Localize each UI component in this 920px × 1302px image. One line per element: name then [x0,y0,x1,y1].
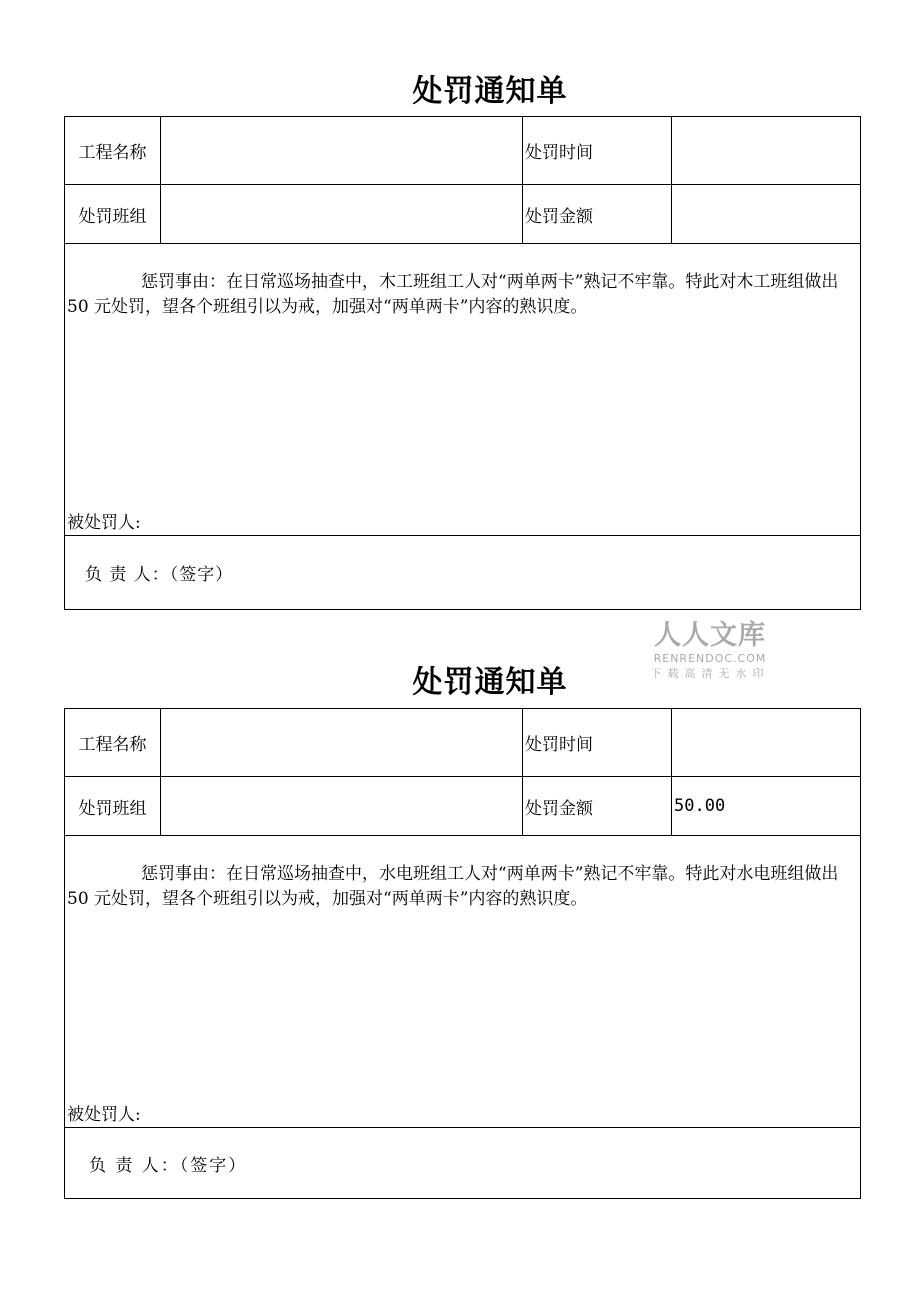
form2-amount-value[interactable]: 50.00 [672,777,861,836]
form1-reason-cell [65,244,861,536]
form2-reason-cell [65,836,861,1128]
form2-amount-label: 处罚金额 [523,777,672,836]
form2-responsible-signature: 负 责 人：（签字） [65,1128,861,1199]
form2-project-name-label: 工程名称 [65,709,161,777]
watermark-slogan: 下载高清无水印 [650,667,770,680]
form1-title: 处罚通知单 [412,74,568,109]
form1-project-name-label: 工程名称 [65,117,161,185]
form2-team-label: 处罚班组 [65,777,161,836]
watermark-domain: RENRENDOC.COM [653,652,767,665]
watermark-logo-text: 人人文库 [654,620,766,651]
form2-time-value[interactable] [672,709,861,777]
form1-time-label: 处罚时间 [523,117,672,185]
form2-reason-text: 惩罚事由：在日常巡场抽查中，水电班组工人对“两单两卡”熟记不牢靠。特此对水电班组做出 50 元处罚，望各个班组引以为戒，加强对“两单两卡”内容的熟识度。 [67,864,839,909]
form1-project-name-value[interactable] [161,117,523,185]
form1-punished-label: 被处罚人: [67,513,141,533]
form1-amount-label: 处罚金额 [523,185,672,244]
form1-amount-value[interactable] [672,185,861,244]
form1-responsible-signature: 负 责 人：（签字） [65,536,861,610]
form1-team-value[interactable] [161,185,523,244]
form2-punished-label: 被处罚人: [67,1105,141,1125]
form2-project-name-value[interactable] [161,709,523,777]
form1-table [64,116,861,610]
form1-time-value[interactable] [672,117,861,185]
form1-team-label: 处罚班组 [65,185,161,244]
form2-team-value[interactable] [161,777,523,836]
form1-reason-text: 惩罚事由：在日常巡场抽查中，木工班组工人对“两单两卡”熟记不牢靠。特此对木工班组做出 50 元处罚，望各个班组引以为戒，加强对“两单两卡”内容的熟识度。 [67,272,839,317]
form2-title: 处罚通知单 [412,665,568,700]
form2-table [64,708,861,1199]
form2-time-label: 处罚时间 [523,709,672,777]
